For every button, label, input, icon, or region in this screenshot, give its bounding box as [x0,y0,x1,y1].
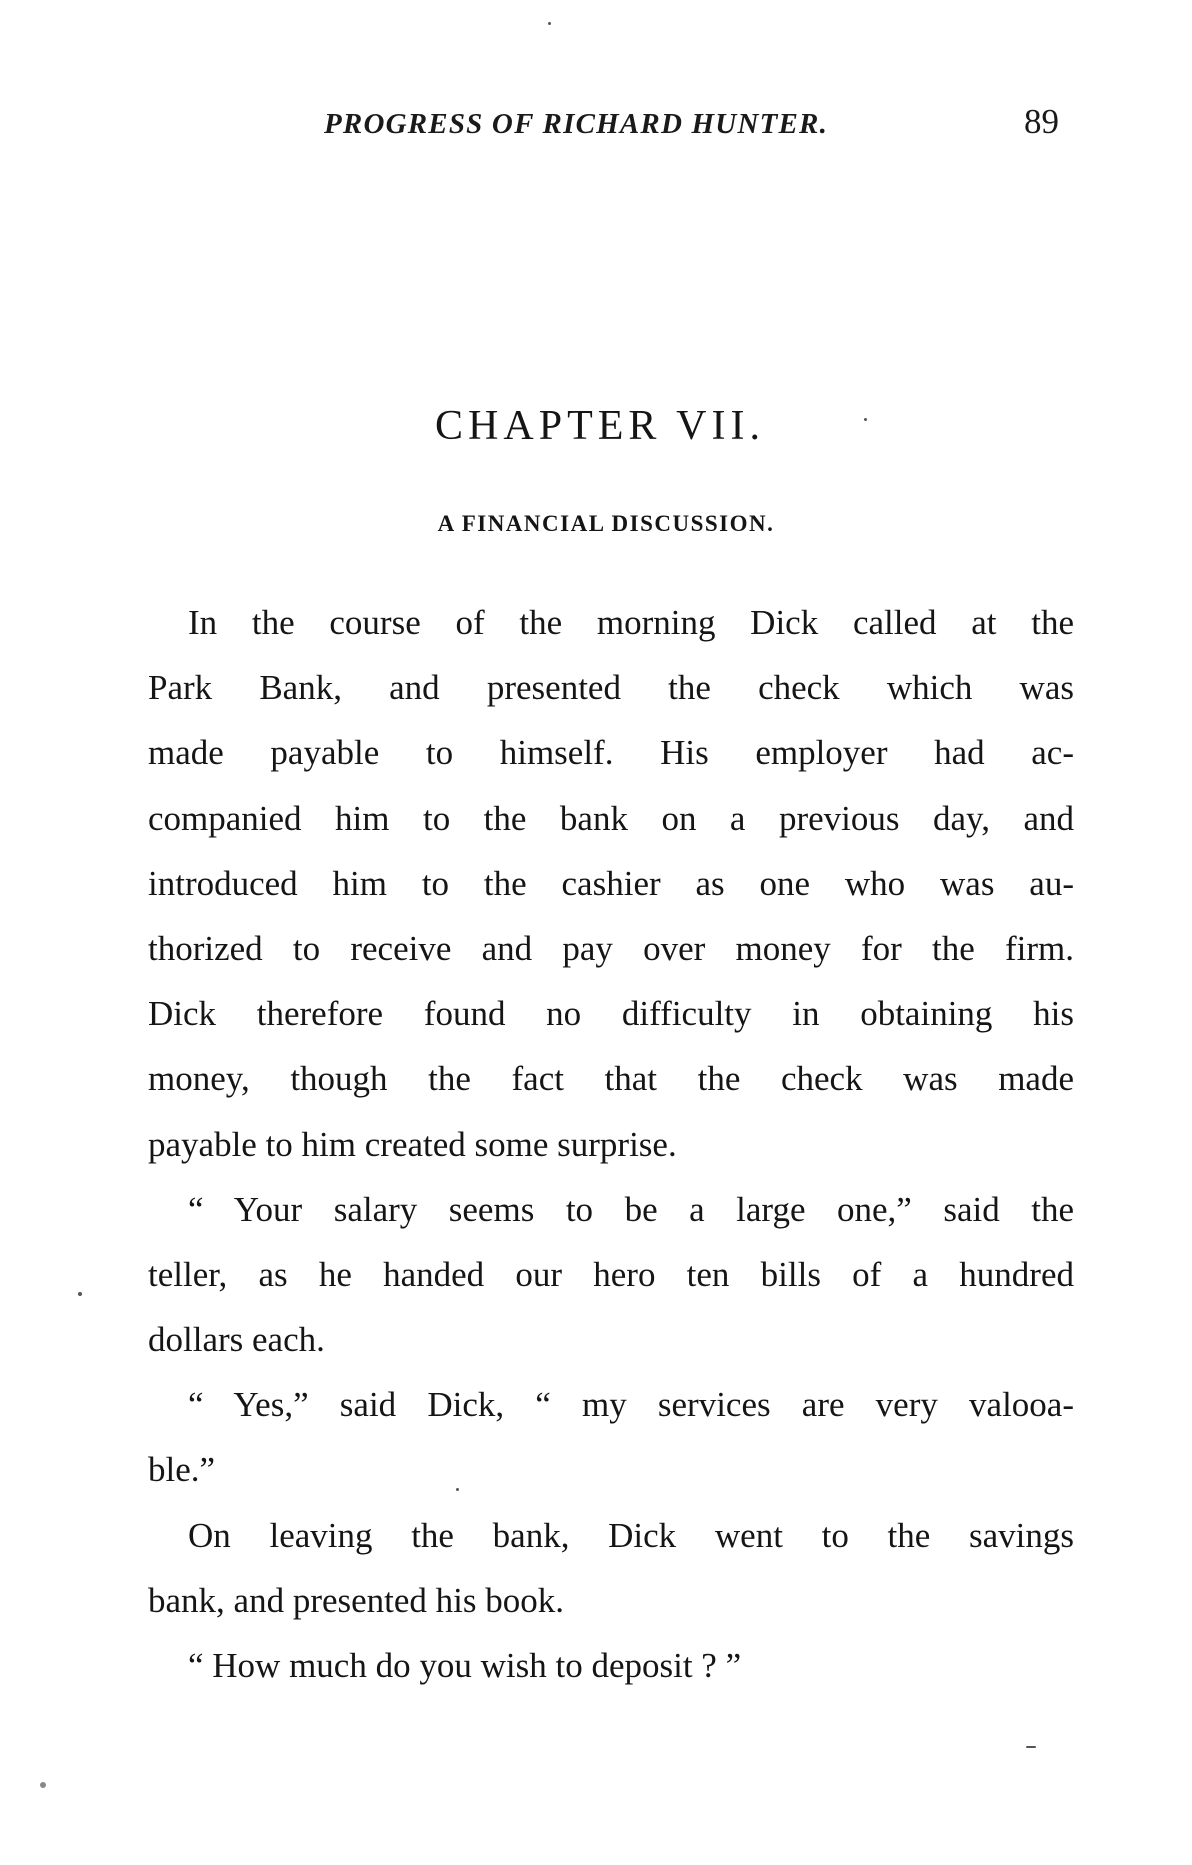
text-line: “ How much do you wish to deposit ? ” [188,1646,742,1685]
text-line: companied him to the bank on a previous day, and [148,798,1074,838]
scan-speck [456,1488,459,1491]
chapter-title: CHAPTER VII. [435,403,765,449]
running-head: PROGRESS OF RICHARD HUNTER. [324,108,829,140]
body-text [148,590,1074,1698]
text-line: thorized to receive and pay over money for the firm. [148,928,1074,968]
text-line: Park Bank, and presented the check which was [148,668,1074,708]
chapter-subtitle: A FINANCIAL DISCUSSION. [437,511,775,536]
page-number: 89 [1024,102,1059,141]
text-line: teller, as he handed our hero ten bills of a hundred [148,1254,1074,1294]
text-line: On leaving the bank, Dick went to the savings [188,1515,1074,1555]
text-line: made payable to himself. His employer had ac- [148,733,1074,773]
text-line: Dick therefore found no difficulty in obtaining his [148,994,1074,1034]
text-line: dollars each. [148,1320,325,1360]
text-line: In the course of the morning Dick called at the [188,603,1074,642]
text-line: money, though the fact that the check was made [148,1059,1074,1099]
scan-speck [1026,1746,1036,1748]
text-line: bank, and presented his book. [148,1580,565,1620]
scan-speck [40,1782,46,1788]
text-line: “ Yes,” said Dick, “ my services are very valooa- [188,1385,1074,1425]
scan-speck [864,418,867,421]
text-line: “ Your salary seems to be a large one,” said the [188,1189,1074,1229]
scan-speck [548,22,551,25]
text-line: payable to him created some surprise. [148,1124,677,1164]
text-line: ble.” [148,1450,216,1490]
text-line: introduced him to the cashier as one who was au- [148,863,1074,903]
scan-speck [78,1292,82,1296]
